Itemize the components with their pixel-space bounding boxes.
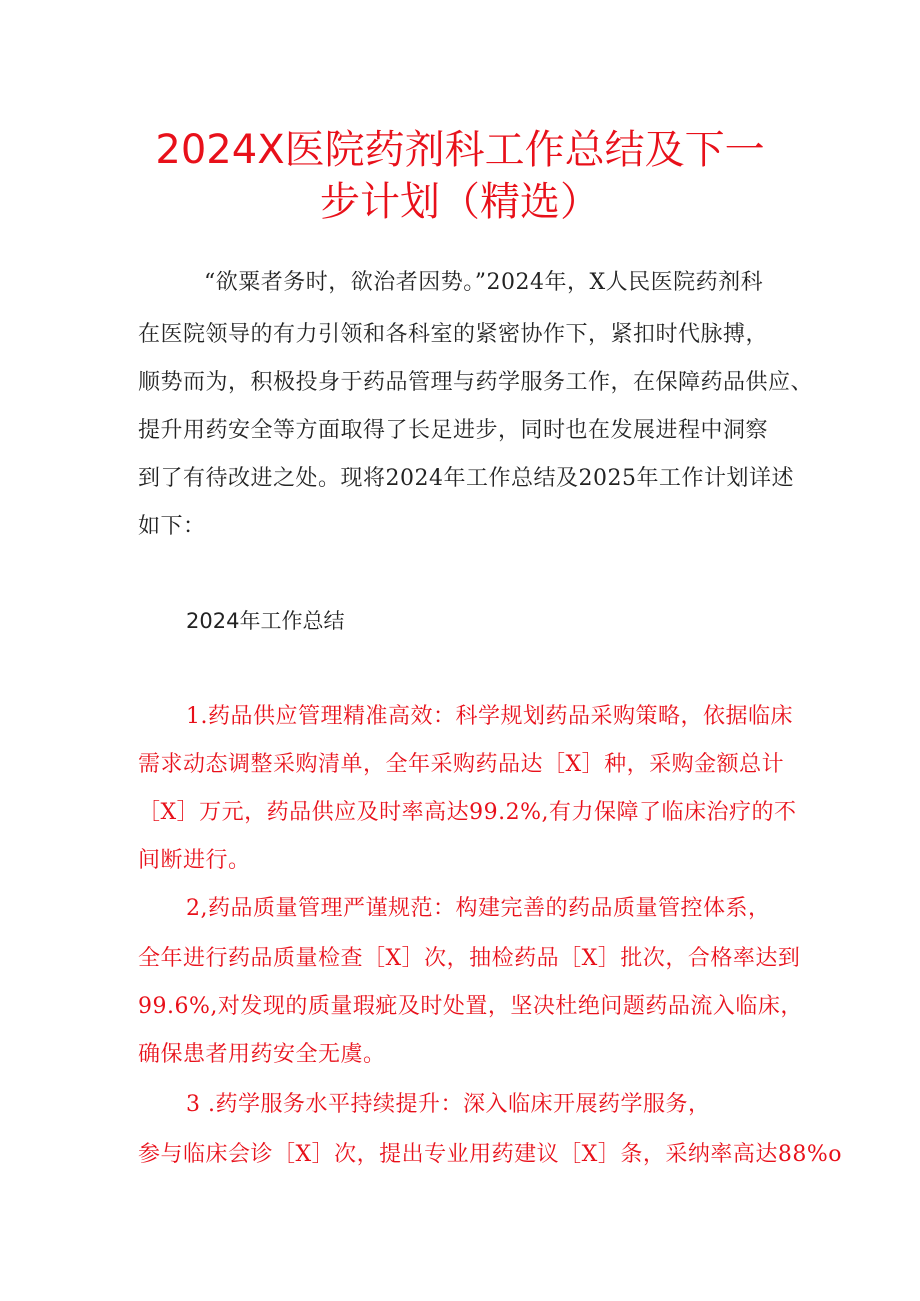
document-title-line-2: 步计划（精选） (320, 179, 600, 225)
intro-line-6: 如下： (138, 514, 206, 539)
item-1-line-1: 1.药品供应管理精准高效：科学规划药品采购策略，依据临床 (186, 704, 793, 729)
intro-line-2: 在医院领导的有力引领和各科室的紧密协作下，紧扣时代脉搏， (138, 322, 769, 347)
section-heading: 2024年工作总结 (186, 609, 345, 633)
intro-line-1: “欲粟者务时，欲治者因势。”2024年，X人民医院药剂科 (204, 270, 764, 295)
item-1-line-3: ［X］万元，药品供应及时率高达99.2%,有力保障了临床治疗的不 (138, 800, 797, 825)
item-2-line-1: 2,药品质量管理严谨规范：构建完善的药品质量管控体系， (186, 896, 771, 921)
item-1-line-4: 间断进行。 (138, 848, 251, 873)
item-3-line-2: 参与临床会诊［X］次，提出专业用药建议［X］条，采纳率高达88%o (138, 1142, 842, 1167)
document-title-line-1: 2024X医院药剂科工作总结及下一 (155, 127, 765, 173)
item-3-line-1: 3 .药学服务水平持续提升：深入临床开展药学服务， (186, 1092, 711, 1117)
item-2-line-4: 确保患者用药安全无虞。 (138, 1042, 386, 1067)
intro-line-3: 顺势而为，积极投身于药品管理与药学服务工作，在保障药品供应、 (138, 370, 814, 395)
intro-line-5: 到了有待改进之处。现将2024年工作总结及2025年工作计划详述 (138, 466, 794, 491)
item-2-line-3: 99.6%,对发现的质量瑕疵及时处置，坚决杜绝问题药品流入临床， (138, 994, 803, 1019)
item-1-line-2: 需求动态调整采购清单，全年采购药品达［X］种，采购金额总计 (138, 752, 785, 777)
intro-line-4: 提升用药安全等方面取得了长足进步，同时也在发展进程中洞察 (138, 418, 769, 443)
item-2-line-2: 全年进行药品质量检查［X］次，抽检药品［X］批次，合格率达到 (138, 946, 801, 971)
